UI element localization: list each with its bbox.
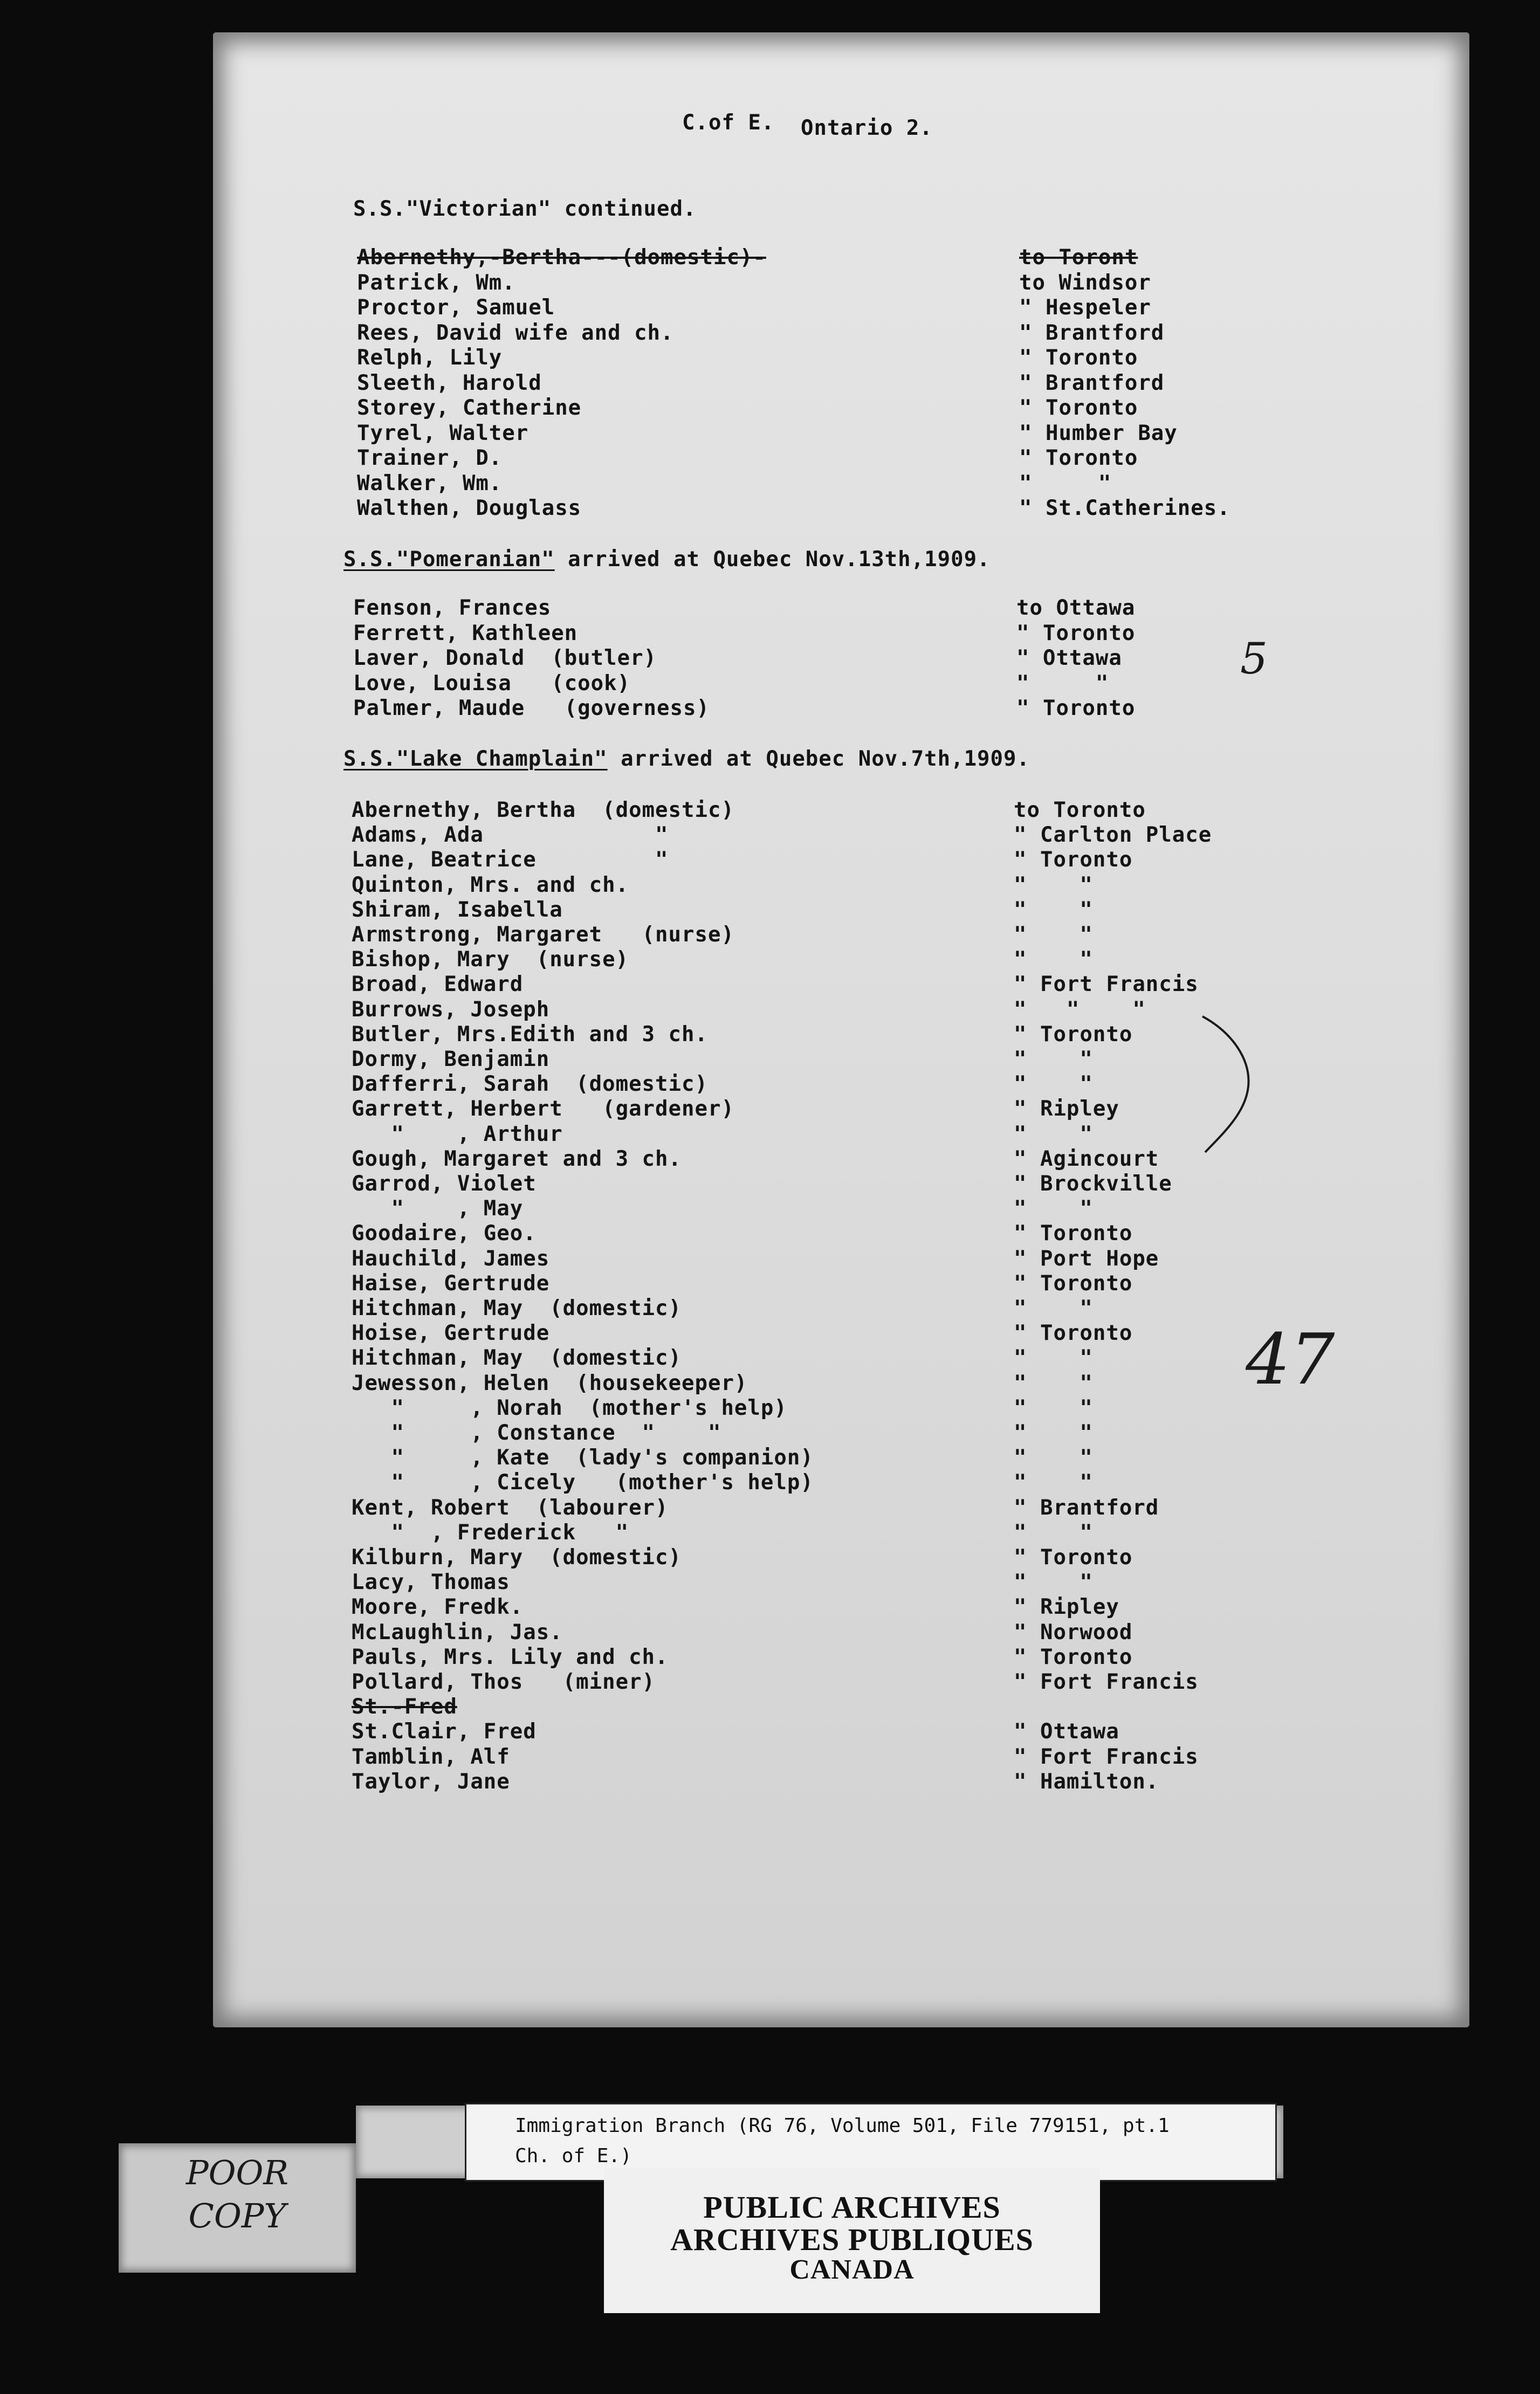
passenger-name: Hitchman, May (domestic) [352, 1346, 682, 1371]
passenger-destination: " " [1014, 1421, 1093, 1445]
passenger-destination: " Toronto [1014, 1321, 1133, 1346]
passenger-name: Kilburn, Mary (domestic) [352, 1545, 682, 1570]
passenger-destination: " " [1014, 1047, 1093, 1071]
passenger-destination: " " [1014, 1346, 1093, 1371]
section-heading-pomeranian [343, 547, 991, 572]
passenger-name: Butler, Mrs.Edith and 3 ch. [352, 1022, 708, 1047]
passenger-destination: to Ottawa [1016, 596, 1136, 620]
passenger-destination: " Fort Francis [1014, 972, 1199, 997]
archive-reference-text [515, 2111, 1270, 2171]
passenger-destination: " " [1014, 1122, 1093, 1146]
passenger-name: Ferrett, Kathleen [353, 621, 578, 645]
passenger-name: Tamblin, Alf [352, 1744, 510, 1769]
passenger-destination: " Ottawa [1014, 1719, 1119, 1744]
passenger-destination: " Brantford [1019, 320, 1165, 345]
passenger-destination: " Hespeler [1019, 295, 1151, 320]
passenger-destination: " Toronto [1014, 1271, 1133, 1296]
passenger-destination: " Brockville [1014, 1172, 1172, 1196]
passenger-destination: " Humber Bay [1019, 421, 1178, 445]
passenger-name: " , Norah (mother's help) [352, 1395, 787, 1420]
passenger-destination: " Fort Francis [1014, 1744, 1199, 1769]
section-heading-victorian: S.S."Victorian" continued. [353, 197, 697, 221]
passenger-destination: " " [1014, 1395, 1093, 1420]
passenger-name: Garrett, Herbert (gardener) [352, 1097, 734, 1122]
handwritten-bracket [1200, 1011, 1264, 1157]
passenger-name: Abernethy, Bertha (domestic) [352, 798, 734, 822]
passenger-name: Dormy, Benjamin [352, 1047, 550, 1071]
passenger-destination: " Toronto [1019, 346, 1138, 370]
passenger-name: Gough, Margaret and 3 ch. [352, 1146, 682, 1171]
passenger-name: Burrows, Joseph [352, 997, 550, 1022]
passenger-name: Moore, Fredk. [352, 1595, 524, 1620]
passenger-name: Lane, Beatrice " [352, 848, 669, 872]
passenger-destination: " " [1014, 923, 1093, 947]
passenger-name: Bishop, Mary (nurse) [352, 947, 629, 972]
passenger-name: Taylor, Jane [352, 1769, 510, 1794]
passenger-destination: " Agincourt [1014, 1146, 1159, 1171]
passenger-name: Hoise, Gertrude [352, 1321, 550, 1346]
passenger-name: Walthen, Douglass [357, 496, 582, 520]
passenger-destination: " " [1019, 471, 1112, 496]
passenger-destination: " " [1014, 1371, 1093, 1395]
passenger-name: Proctor, Samuel [357, 295, 555, 320]
passenger-destination: " " [1014, 872, 1093, 897]
header-title-right: Ontario 2. [801, 116, 933, 140]
header-title-left: C.of E. [682, 111, 775, 135]
passenger-destination: " " [1014, 1470, 1093, 1495]
passenger-name: Love, Louisa (cook) [353, 671, 631, 696]
poor-copy-line1: POOR [185, 2153, 289, 2192]
handwritten-mark-5: 5 [1240, 634, 1268, 684]
passenger-destination: " Ripley [1014, 1097, 1119, 1122]
passenger-name: Pauls, Mrs. Lily and ch. [352, 1645, 669, 1669]
passenger-destination: " Fort Francis [1014, 1670, 1199, 1694]
passenger-destination: " Ripley [1014, 1595, 1119, 1620]
passenger-name: " , Constance " " [352, 1421, 721, 1445]
passenger-name: Patrick, Wm. [357, 270, 515, 295]
passenger-destination: " Hamilton. [1014, 1769, 1159, 1794]
passenger-name: Jewesson, Helen (housekeeper) [352, 1371, 748, 1395]
passenger-name: Adams, Ada " [352, 823, 669, 848]
passenger-name: Sleeth, Harold [357, 370, 542, 395]
passenger-destination: " " [1014, 1520, 1093, 1545]
passenger-destination: " Brantford [1019, 370, 1165, 395]
passenger-name: Fenson, Frances [353, 596, 552, 620]
passenger-name: Broad, Edward [352, 972, 524, 997]
passenger-destination: " Toronto [1019, 446, 1138, 470]
passenger-name: Hauchild, James [352, 1246, 550, 1271]
passenger-destination: to Windsor [1019, 270, 1151, 295]
passenger-destination: " Port Hope [1014, 1246, 1159, 1271]
ship-name-pomeranian: S.S."Pomeranian" [343, 547, 555, 572]
passenger-destination: " " " [1014, 997, 1146, 1022]
passenger-name: Trainer, D. [357, 446, 503, 470]
passenger-name: Shiram, Isabella [352, 897, 563, 922]
passenger-name: Walker, Wm. [357, 471, 503, 496]
public-archives-stamp [604, 2168, 1100, 2313]
stamp-line1: PUBLIC ARCHIVES [703, 2190, 1001, 2225]
passenger-destination: " " [1014, 1196, 1093, 1221]
passenger-name: Tyrel, Walter [357, 421, 529, 445]
passenger-destination: " Toronto [1014, 1022, 1133, 1047]
passenger-destination: to Toront [1019, 245, 1138, 270]
passenger-name: " , Frederick " [352, 1520, 629, 1545]
stamp-line3: CANADA [789, 2254, 915, 2285]
passenger-destination: " Norwood [1014, 1620, 1133, 1645]
archive-reference-line2: Ch. of E.) [515, 2145, 632, 2167]
passenger-destination: " Toronto [1014, 1545, 1133, 1570]
passenger-destination: " Brantford [1014, 1495, 1159, 1520]
ship-name-lake-champlain: S.S."Lake Champlain" [343, 747, 608, 771]
arrival-text-lake-champlain: arrived at Quebec Nov.7th,1909. [607, 747, 1030, 771]
archive-reference-line1: Immigration Branch (RG 76, Volume 501, File 779151, pt.1 [515, 2115, 1170, 2137]
arrival-text-pomeranian: arrived at Quebec Nov.13th,1909. [554, 547, 991, 572]
passenger-name: Quinton, Mrs. and ch. [352, 872, 629, 897]
passenger-name: Rees, David wife and ch. [357, 320, 674, 345]
passenger-destination: " " [1014, 1072, 1093, 1097]
passenger-name: St.-Fred [352, 1695, 457, 1719]
passenger-name: Laver, Donald (butler) [353, 646, 657, 670]
passenger-name: Kent, Robert (labourer) [352, 1495, 669, 1520]
passenger-name: McLaughlin, Jas. [352, 1620, 563, 1645]
passenger-name: Storey, Catherine [357, 396, 582, 420]
passenger-name: Palmer, Maude (governess) [353, 696, 710, 720]
section-heading-lake-champlain [343, 747, 1030, 771]
passenger-destination: " Carlton Place [1014, 823, 1212, 848]
passenger-destination: " St.Catherines. [1019, 496, 1230, 520]
passenger-destination: " " [1016, 671, 1109, 696]
passenger-destination: " " [1014, 897, 1093, 922]
passenger-destination: " Toronto [1019, 396, 1138, 420]
handwritten-mark-47: 47 [1246, 1318, 1335, 1400]
passenger-destination: " " [1014, 1570, 1093, 1595]
passenger-name: Relph, Lily [357, 346, 503, 370]
passenger-name: Abernethy,-Bertha---(domestic)- [357, 245, 766, 270]
passenger-name: Pollard, Thos (miner) [352, 1670, 656, 1694]
passenger-name: Hitchman, May (domestic) [352, 1296, 682, 1320]
passenger-name: St.Clair, Fred [352, 1719, 537, 1744]
passenger-name: Lacy, Thomas [352, 1570, 510, 1595]
passenger-name: " , Cicely (mother's help) [352, 1470, 814, 1495]
passenger-destination: " Ottawa [1016, 646, 1122, 670]
passenger-destination: " Toronto [1014, 1221, 1133, 1246]
passenger-destination: " " [1014, 1296, 1093, 1320]
passenger-name: Goodaire, Geo. [352, 1221, 537, 1246]
passenger-destination: to Toronto [1014, 798, 1146, 822]
passenger-name: Armstrong, Margaret (nurse) [352, 923, 734, 947]
poor-copy-text [167, 2151, 307, 2238]
passenger-name: Garrod, Violet [352, 1172, 537, 1196]
passenger-name: " , Arthur [352, 1122, 563, 1146]
passenger-destination: " Toronto [1016, 696, 1136, 720]
stamp-line2: ARCHIVES PUBLIQUES [670, 2222, 1034, 2257]
poor-copy-line2: COPY [188, 2196, 286, 2235]
passenger-destination: " " [1014, 947, 1093, 972]
passenger-name: Haise, Gertrude [352, 1271, 550, 1296]
passenger-name: Dafferri, Sarah (domestic) [352, 1072, 708, 1097]
passenger-destination: " " [1014, 1446, 1093, 1470]
passenger-destination: " Toronto [1016, 621, 1136, 645]
passenger-name: " , Kate (lady's companion) [352, 1446, 814, 1470]
passenger-name: " , May [352, 1196, 524, 1221]
passenger-destination: " Toronto [1014, 1645, 1133, 1669]
passenger-destination: " Toronto [1014, 848, 1133, 872]
